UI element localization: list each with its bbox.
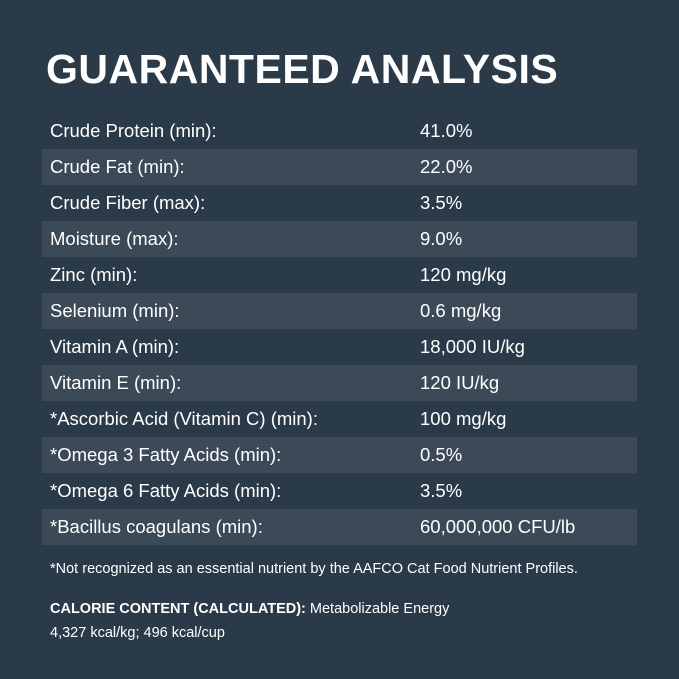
table-row <box>42 185 637 221</box>
nutrient-label: Zinc (min): <box>50 264 138 286</box>
table-row <box>42 365 637 401</box>
nutrient-label: *Omega 6 Fatty Acids (min): <box>50 480 282 502</box>
nutrient-value: 0.5% <box>420 444 463 466</box>
table-row <box>42 293 637 329</box>
nutrient-label: Selenium (min): <box>50 300 180 322</box>
calorie-content-block <box>50 599 637 645</box>
calorie-content-detail: 4,327 kcal/kg; 496 kcal/cup <box>50 624 225 641</box>
table-row <box>42 113 637 149</box>
table-row <box>42 329 637 365</box>
nutrient-value: 120 mg/kg <box>420 264 507 286</box>
table-row <box>42 149 637 185</box>
nutrient-value: 100 mg/kg <box>420 408 507 430</box>
nutrient-value: 3.5% <box>420 192 463 214</box>
nutrient-label: Crude Protein (min): <box>50 120 217 142</box>
nutrient-value: 18,000 IU/kg <box>420 336 525 358</box>
nutrient-value: 3.5% <box>420 480 463 502</box>
page-title: GUARANTEED ANALYSIS <box>46 46 559 92</box>
footnote: *Not recognized as an essential nutrient by the AAFCO Cat Food Nutrient Profiles. <box>50 561 578 578</box>
calorie-content-heading: CALORIE CONTENT (CALCULATED): <box>50 601 306 618</box>
nutrient-label: Crude Fiber (max): <box>50 192 206 214</box>
nutrient-value: 9.0% <box>420 228 463 250</box>
nutrient-label: *Omega 3 Fatty Acids (min): <box>50 444 282 466</box>
nutrient-label: *Ascorbic Acid (Vitamin C) (min): <box>50 408 318 430</box>
table-row <box>42 221 637 257</box>
nutrient-value: 120 IU/kg <box>420 372 500 394</box>
nutrient-value: 22.0% <box>420 156 473 178</box>
calorie-content-line <box>50 599 637 621</box>
nutrient-label: Crude Fat (min): <box>50 156 185 178</box>
table-row <box>42 257 637 293</box>
calorie-content-value: Metabolizable Energy <box>305 601 450 618</box>
nutrient-label: Moisture (max): <box>50 228 179 250</box>
nutrient-label: Vitamin A (min): <box>50 336 180 358</box>
nutrient-label: *Bacillus coagulans (min): <box>50 516 263 538</box>
table-row <box>42 509 637 545</box>
nutrient-label: Vitamin E (min): <box>50 372 182 394</box>
table-row <box>42 473 637 509</box>
nutrition-table <box>42 113 637 545</box>
nutrient-value: 41.0% <box>420 120 473 142</box>
nutrient-value: 60,000,000 CFU/lb <box>420 516 576 538</box>
nutrient-value: 0.6 mg/kg <box>420 300 502 322</box>
table-row <box>42 437 637 473</box>
table-row <box>42 401 637 437</box>
